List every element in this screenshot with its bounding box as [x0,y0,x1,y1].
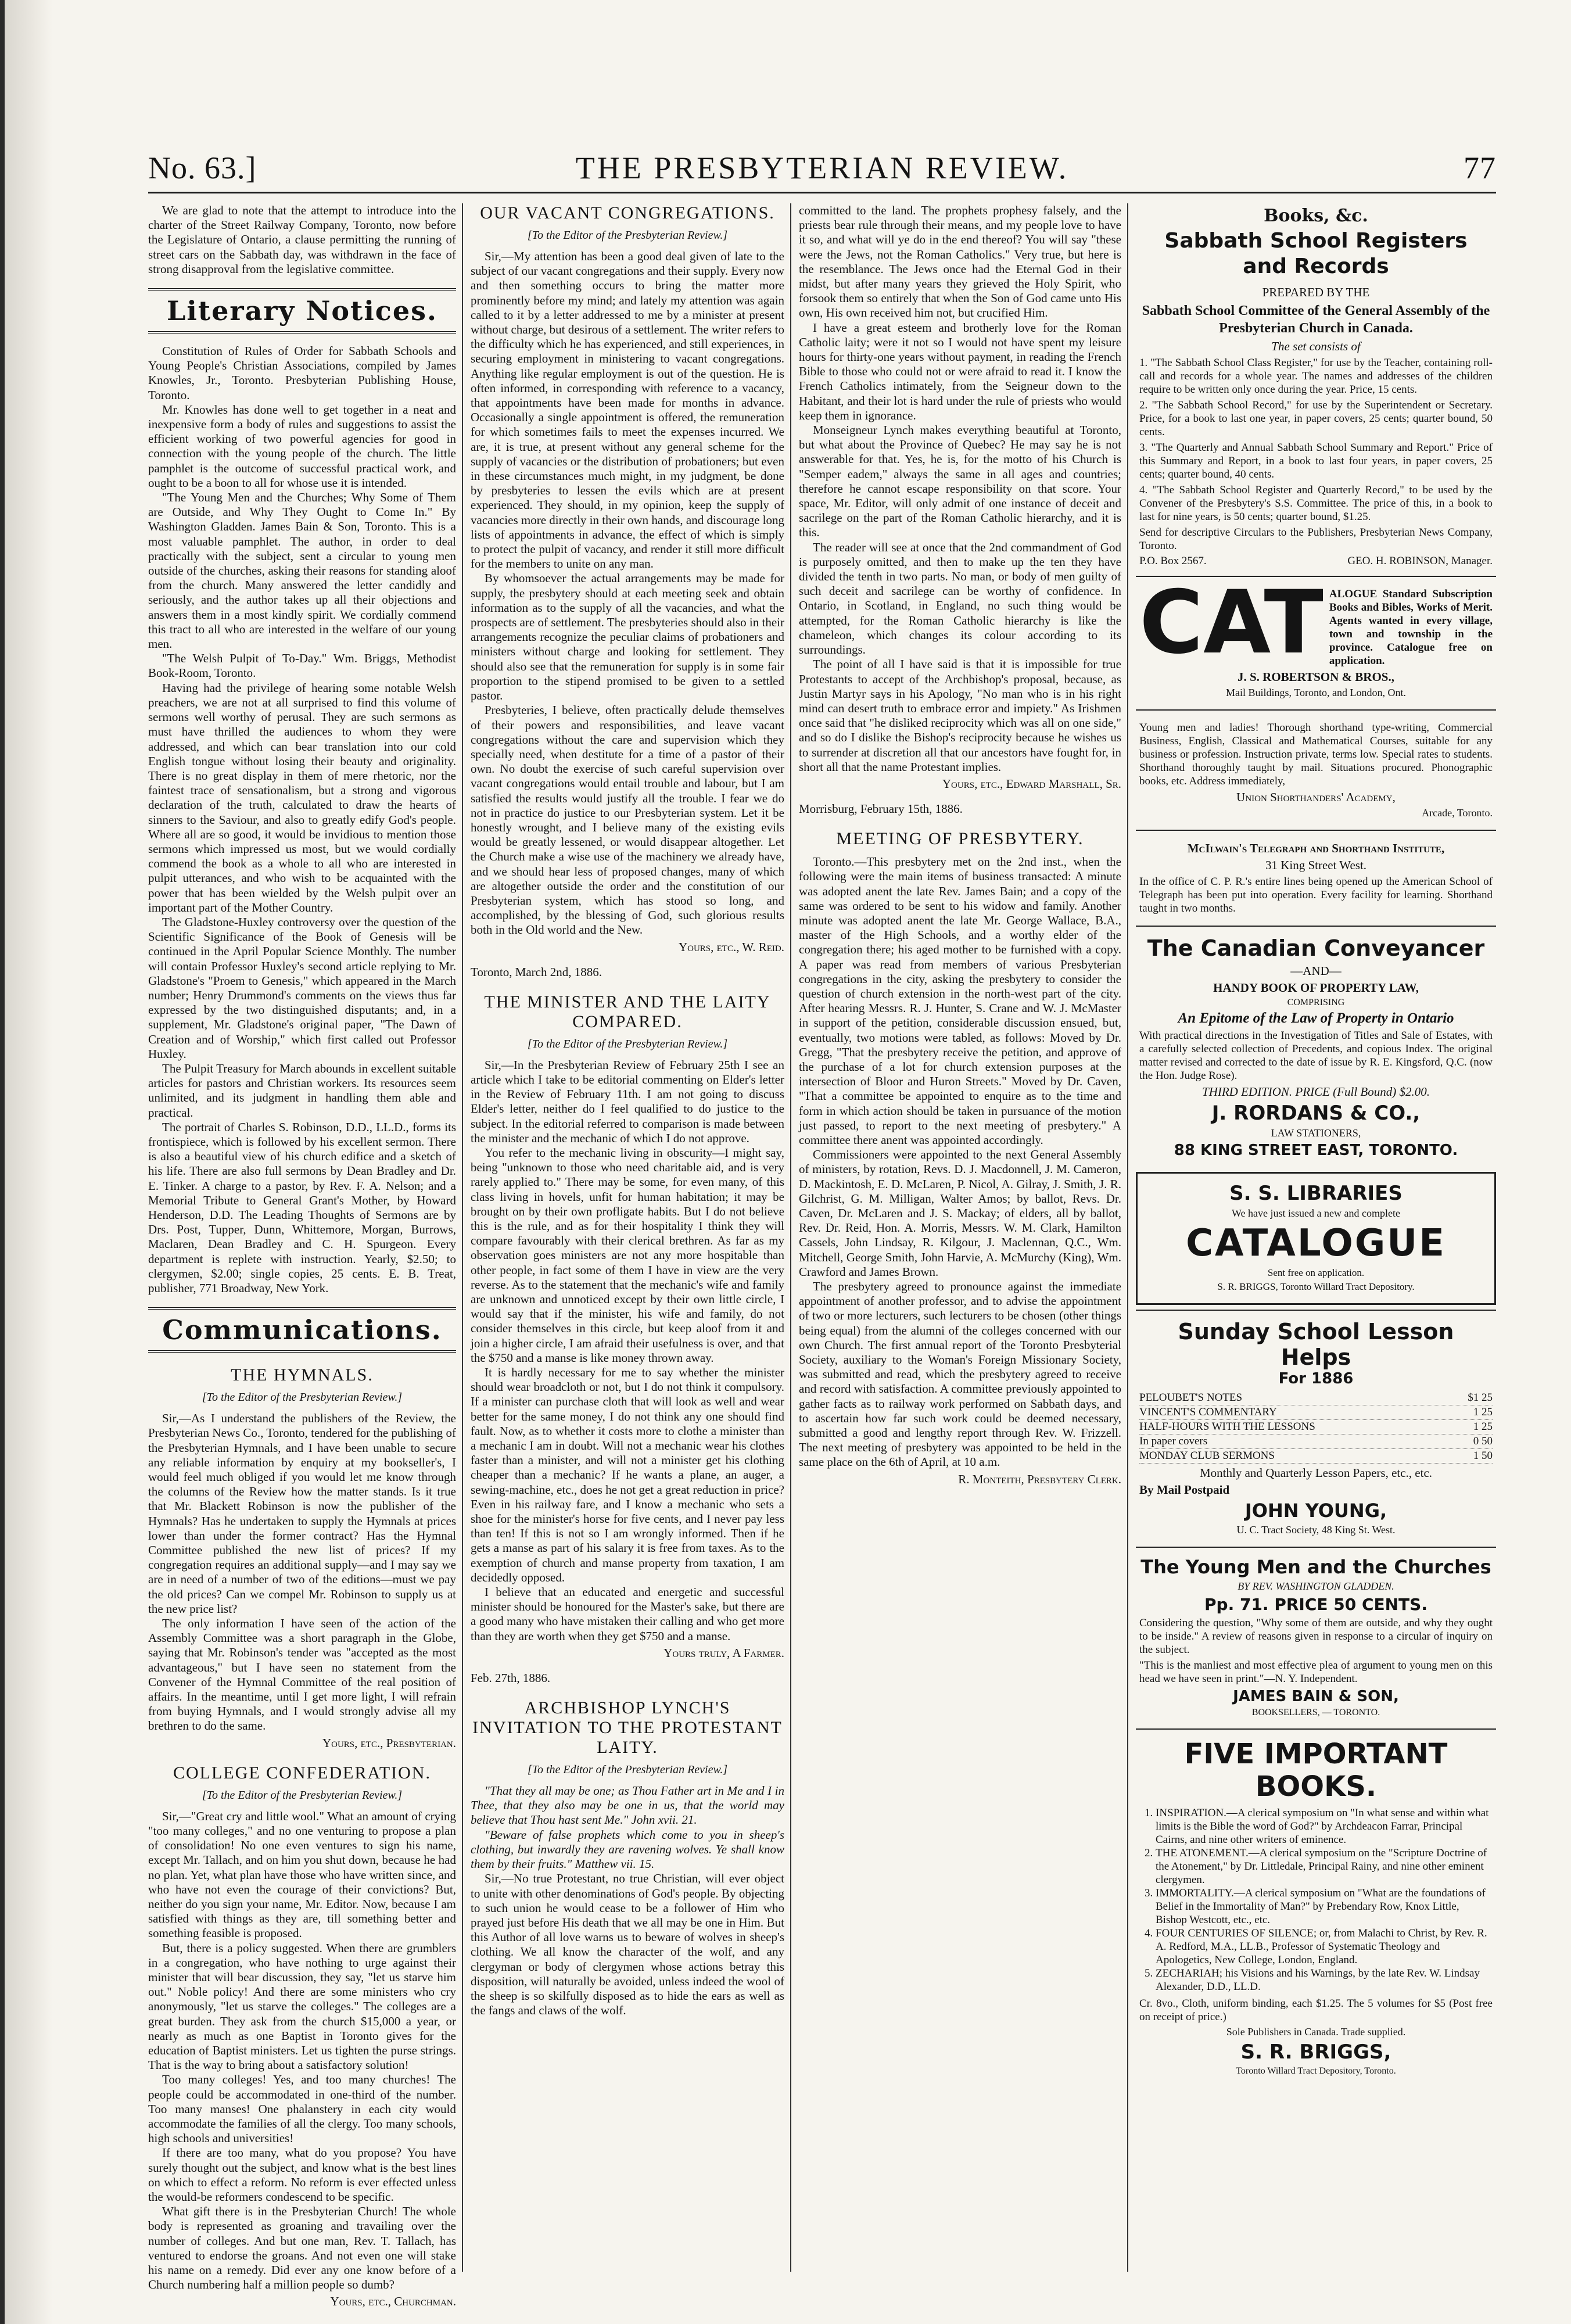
letter-signature: Yours truly, A Farmer. [663,1645,784,1660]
conveyancer-subtitle: HANDY BOOK OF PROPERTY LAW, [1213,981,1419,995]
continued-paragraph: committed to the land. The prophets prophesy falsely, and the priests bear rule through their means, and my people love to have it so, and what will ye do in the end thereof? You will say "these were the Jews, not the Roman Catholics." Very true, but here is the resemblance. The Jews once had the Eternal God in their midst, but after many years they grieved the Holy Spirit, who forsook them so entirely that when the Son of God came unto His own, His own received him not, but crucified Him. [799,203,1121,320]
young-men-title: The Young Men and the Churches [1140,1556,1491,1578]
price-row [1139,1434,1493,1449]
letter-paragraph: By whomsoever the actual arrangements may be made for supply, the presbytery should at each meeting seek and obtain information as to the supply of all the vacancies, and what the prospects are of settlement. The presbyteries should also in their arrangements recognize the peculiar claims of probationers and ministers without charge and looking for settlement. They should also see that the remuneration for supply is in some fair proportion to the stipend promised to be given to a settled pastor. [471,571,784,703]
letter-paragraph: It is hardly necessary for me to say whether the minister should wear broadcloth or not, but I do not think it compulsory. If a minister can purchase cloth that will look as well and wear better for the same money, I do not think any one should find fault. Now, as to whether it costs more to clothe a minister than a mechanic I am in doubt. Will not a mechanic wear his clothes faster than a minister, and will not a minister get his clothing cheaper than a mechanic? If he wants a plane, an auger, a sewing-machine, etc., does he not get a great reduction in price? Even in his railway fare, and I know a mechanic who sets a shoe for the minister's horse for five cents, and I never pay less than ten! If this is not so I am wrongly informed. Then if he gets a manse as part of his salary it is free from taxes. As to the exemption of church and manse property from taxation, I am decidedly opposed. [471,1365,784,1584]
editor-salutation: [To the Editor of the Presbyterian Review.] [202,1788,403,1802]
five-books-agents: Sole Publishers in Canada. Trade supplied. [1226,2026,1406,2038]
price-row [1139,1449,1493,1464]
letter-paragraph: What gift there is in the Presbyterian Church! The whole body is represented as groaning and travailing over the number of colleges. And but one man, Rev. T. Tallach, has ventured to endorse the groans. And not even one will stake his name on a remedy. Did ever any one know before of a Church numbering half a million people so dumb? [148,2204,456,2292]
letter-paragraph: If there are too many, what do you propose? You have surely thought out the subject, and know what is the best lines on which to effect a reform. No reform is ever effected unless the would-be reformers condescend to be specific. [148,2146,456,2204]
newspaper-title: THE PRESBYTERIAN REVIEW. [575,150,1069,185]
letter-paragraph: Sir,—In the Presbyterian Review of February 25th I see an article which I take to be editorial commenting on Elder's letter in the Review of February 11th. I am not going to discuss Elder's letter, neither do I feel qualified to do justice to the subject. In the editorial referred to comparison is made between the minister and the mechanic of which I do not approve. [471,1057,784,1145]
notice-paragraph: Mr. Knowles has done well to get together in a neat and inexpensive form a body of rules and suggestions to assist the efficient working of two powerful agencies for good in connection with the young people of the church. The little pamphlet is the outcome of successful practical work, and ought to be a boon to all for whose use it is intended. [148,402,456,490]
libraries-footer: S. R. BRIGGS, Toronto Willard Tract Depository. [1217,1281,1415,1292]
letter-signature: Yours, etc., Edward Marshall, Sr. [942,776,1121,791]
conveyancer-text: With practical directions in the Investigation of Titles and Sale of Estates, with a carefully selected collection of Precedents, and copious Index. The original matter revised and corrected to the date of issue by R. E. Kingsford, Q.C. (now the Hon. Judge Rose). [1139,1030,1493,1082]
young-men-text: Considering the question, "Why some of them are outside, and why they ought to be inside." A review of reasons given in response to a circular of inquiry on the subject. [1139,1617,1493,1656]
lesson-helps-seller: JOHN YOUNG, [1244,1500,1387,1522]
lesson-helps-year: For 1886 [1278,1370,1354,1387]
five-books-firm: S. R. BRIGGS, [1240,2040,1391,2064]
book-item: 2. THE ATONEMENT.—A clerical symposium on the "Scripture Doctrine of the Atonement," by Dr. Littledale, Principal Rainy, and nine other eminent clergymen. [1156,1846,1493,1887]
column-2 [471,203,784,2272]
telegraph-text: In the office of C. P. R.'s entire lines being opened up the American School of Telegraph has been put into operation. Every facility for learning. Shorthand taught in two months. [1139,876,1493,914]
continued-paragraph: The reader will see at once that the 2nd commandment of God is purposely omitted, and then to make up the ten they have divided the tenth in two parts. No man, or body of men guilty of such deceit and sacrilege can be worthy of confidence. In Ontario, in Scotland, in England, no such thing would be attempted, for the Roman Catholic hierarchy is like the chameleon, which changes its colour according to its surroundings. [799,540,1121,657]
five-books-address: Toronto Willard Tract Depository, Toronto. [1236,2066,1396,2076]
editor-salutation: [To the Editor of the Presbyterian Review.] [527,1037,728,1050]
conveyancer-and: —AND— [1290,964,1342,978]
register-item: 3. "The Quarterly and Annual Sabbath School Summary and Report." Price of this Summary and Report, in a book to last four years, in paper covers, 25 cents; quarter bound, 40 cents. [1139,442,1493,480]
registers-title: Sabbath School Registers and Records [1164,229,1468,278]
letter-paragraph: You refer to the mechanic living in obscurity—I might say, being "unknown to those who need charitable aid, and is very rarely applied to." There may be some, for even many, of this class living in hovels, unfit for human habitation; it may be brought on by their own profligate habits. But I do not believe this is the rule, and as for their hospitality I think they will compare favourably with their clerical brethren. As far as my observation goes ministers are not any more hospitable than other people, in fact some of them I have in view are the very reverse. As to the statement that the mechanic's wife and family are unknown and unnoticed except by their own little circle, I would say that if the minister, his wife and family, do not consider themselves in this circle, but keep aloof from it and join a higher circle, I am afraid their usefulness is over, and that the $750 and a manse is like money thrown away. [471,1145,784,1365]
price-item: HALF-HOURS WITH THE LESSONS [1139,1421,1315,1433]
ad-registers [1136,206,1496,576]
column-4-advertisements [1136,203,1496,2272]
register-item: 1. "The Sabbath School Class Register," for use by the Teacher, containing roll-call and records for a whole year. The names and addresses of the children require to be written only once during the year. Price, 15 cents. [1139,357,1493,396]
libraries-text: We have just issued a new and complete [1232,1207,1400,1219]
letter-paragraph: I believe that an educated and energetic and successful minister should be honoured for the Master's sake, but there are a good many who have mistaken their calling and who get more than they are worth when they get $750 and a manse. [471,1585,784,1643]
letter-paragraph: Sir,—No true Protestant, no true Christian, will ever object to unite with other denominations of God's people. By objecting to such union he would cease to be a follower of Him who prayed just before His death that we all may be one in Him. But this Author of all love warns us to beware of wolves in sheep's clothing. We all know the character of the wolf, and any clergyman or body of clergymen whose actions betray this disposition, will naturally be avoided, unless indeed the wool of the sheep is so skilfully disposed as to hide the ears as well as the fangs and claws of the wolf. [471,1871,784,2018]
column-rule [462,203,463,2272]
conveyancer-comprising: COMPRISING [1287,998,1345,1007]
book-item: 5. ZECHARIAH; his Visions and his Warnings, by the late Rev. W. Lindsay Alexander, D.D., LL.D. [1156,1967,1493,1993]
letter-place-date: Toronto, March 2nd, 1886. [471,964,602,979]
young-men-role: BOOKSELLERS, — TORONTO. [1251,1708,1380,1717]
conveyancer-epitome: An Epitome of the Law of Property in Ontario [1178,1010,1454,1026]
minister-laity-title: THE MINISTER AND THE LAITY COMPARED. [484,992,771,1031]
register-item: 4. "The Sabbath School Register and Quarterly Record," to be used by the Convener of the Presbytery's S.S. Committee. The price of this, in a book to last for nine years, is 50 cents; quarter bound, $1.25. [1139,484,1493,523]
five-books-price: Cr. 8vo., Cloth, uniform binding, each $1.25. The 5 volumes for $5 (Post free on receipt of price.) [1139,1997,1493,2023]
presbytery-paragraph: Commissioners were appointed to the next General Assembly of ministers, by rotation, Revs. D. J. Macdonnell, J. M. Cameron, D. Mackintosh, E. D. McLaren, P. Nicol, A. Gilray, J. Smith, J. R. Gilchrist, G. M. Milligan, Walter Amos; by ballot, Revs. Dr. Caven, Dr. McLaren and J. S. Mackay; of elders, all by ballot, Rev. Dr. Reid, Hon. A. Morris, Messrs. W. M. Clark, Hamilton Cassels, John Lindsay, R. Kilgour, J. Maclennan, Q.C., Wm. Mitchell, George Smith, John Harvie, A. McMurchy (King), Wm. Crawford and James Brown. [799,1147,1121,1279]
price-row [1139,1420,1493,1434]
street-railway-note: We are glad to note that the attempt to introduce into the charter of the Street Railway Company, Toronto, now before the Legislature of Ontario, a clause permitting the running of street cars on the Sabbath day, was withdrawn in the face of strong disapproval from the legislative committee. [148,203,456,276]
five-books-list [1139,1806,1493,1993]
catalogue-address: Mail Buildings, Toronto, and London, Ont. [1226,687,1406,698]
letter-paragraph: Sir,—My attention has been a good deal given of late to the subject of our vacant congregations and their supply. Every now and then something occurs to bring the matter more prominently before my mind; and lately my attention was again called to it by a letter addressed to me by a minister at present without charge, but desirous of a settlement. The writer refers to the difficulty which he has experienced, and still experiences, in securing employment in ministering to vacant congregations. Anything like regular employment is out of the question. He is often informed, in corresponding with reference to a vacancy, that appointments have been made for months in advance. Occasionally a single appointment is offered, the remuneration for which sometimes fails to meet the expenses incurred. We are, it is true, at present without any general scheme for the supply of vacancies or the distribution of probationers; but even in these circumstances much might, in my judgment, be done by presbyteries to lessen the evils which are at present experienced. They should, in my opinion, keep the supply of vacancies more directly in their own hands, and discourage long lists of appointments in advance, the effect of which is simply to protect the pulpit of vacancy, and render it still more difficult for the members to unite on any man. [471,249,784,571]
libraries-free: Sent free on application. [1267,1267,1365,1278]
price-value: 0 50 [1473,1435,1493,1447]
shorthand-address: Arcade, Toronto. [1422,807,1493,819]
notice-paragraph: The Pulpit Treasury for March abounds in excellent suitable articles for pastors and Christian workers. Its resources seem unlimited, and its judgment in handling them able and practical. [148,1061,456,1120]
shorthand-text: Young men and ladies! Thorough shorthand type-writing, Commercial Business, English, Classical and Mathematical Courses, suitable for any business or profession. Instruction private, terms low. Special rates to students. Shorthand thoroughly taught by mail. Situations procured. Phonographic books, etc. Address immediately, [1139,722,1493,787]
libraries-catalogue: CATALOGUE [1186,1222,1446,1265]
catalogue-firm: J. S. ROBERTSON & BROS., [1238,670,1394,684]
book-item: 1. INSPIRATION.—A clerical symposium on "In what sense and within what limits is the Bible the word of God?" by Archdeacon Farrar, Principal Cairns, and nine other writers of eminence. [1156,1806,1493,1846]
lesson-helps-title: Sunday School Lesson Helps [1178,1319,1454,1370]
young-men-price: Pp. 71. PRICE 50 CENTS. [1204,1595,1427,1614]
communications-heading: Communications. [148,1307,456,1353]
continued-paragraph: Monseigneur Lynch makes everything beautiful at Toronto, but what about the Province of Quebec? He may say he is not answerable for that. Yes, he is, for the motto of his Church is "Semper eadem," always the same in all ages and countries; therefore he cannot escape responsibility on that score. Your space, Mr. Editor, will only admit of one instance of deceit and sacrilege on the part of the Roman Catholic hierarchy, and it is this. [799,423,1121,540]
letter-signature: Yours, etc., Presbyterian. [322,1735,456,1750]
books-heading: Books, &c. [1264,206,1368,226]
price-item: In paper covers [1139,1435,1208,1447]
letter-paragraph: Too many colleges! Yes, and too many churches! The people could be accommodated in one-third of the number. Too many manses! One phalanstery in each city would accommodate the families of all the clergy. Too many schools, high schools and universities! [148,2072,456,2146]
price-value: $1 25 [1468,1391,1493,1404]
continued-paragraph: I have a great esteem and brotherly love for the Roman Catholic laity; were it not so I would not have spent my leisure hours for thirty-one years without payment, in reading the French Bible to those who could not or were afraid to read it. I know the French Catholics intimately, from the Seigneur down to the Habitant, and their lot is hard under the rule of priests who would keep them in ignorance. [799,320,1121,422]
price-item: VINCENT'S COMMENTARY [1139,1406,1277,1418]
catalogue-text: ALOGUE Standard Subscription Books and Bibles, Works of Merit. Agents wanted in every village, town and township in the province. Catalogue free on application. [1329,588,1493,667]
presbytery-paragraph: The presbytery agreed to pronounce against the immediate appointment of another professor, and to advise the appointment of two or more lecturers, such lecturers to be chosen (other things being equal) from the alumni of the colleges concerned with our own Church. The first annual report of the Toronto Presbyterial Society, auxiliary to the Woman's Foreign Missionary Society, was submitted and read, which the presbytery agreed to receive and record with satisfaction. A committee previously appointed to gather facts as to railway work performed on Sabbath days, and to ascertain how far such work could be deemed necessary, submitted a good and lengthy report through Rev. W. Frizzell. The next meeting of presbytery was appointed to be held in the same place on the 6th of April, at 10 a.m. [799,1279,1121,1469]
conveyancer-role: LAW STATIONERS, [1271,1127,1361,1139]
ad-conveyancer [1136,926,1496,1167]
letter-signature: Yours, etc., W. Reid. [678,939,784,954]
ad-young-men [1136,1547,1496,1728]
conveyancer-edition: THIRD EDITION. PRICE (Full Bound) $2.00. [1202,1085,1430,1099]
young-men-quote: "This is the manliest and most effective plea of argument to young men on this head we have seen in print."—N. Y. Independent. [1139,1659,1493,1685]
price-item: PELOUBET'S NOTES [1139,1391,1243,1404]
manager-name: GEO. H. ROBINSON, Manager. [1347,555,1493,567]
conveyancer-title: The Canadian Conveyancer [1147,935,1485,961]
letter-paragraph: Sir,—"Great cry and little wool." What an amount of crying "too many colleges," and no one venturing to propose a plan of consolidation! No one even ventures to sign his name, except Mr. Tallach, and on him you shut down, because he had no plan. Yet, what plan have those who have written since, and who have not even the courage of their convictions? But, neither do you sign your name, Mr. Editor. Now, because I am satisfied with things as they are, till something better and something feasible is proposed. [148,1809,456,1941]
notice-paragraph: Having had the privilege of hearing some notable Welsh preachers, we are not at all surprised to find this volume of sermons well worthy of perusal. They are such sermons as must have thrilled the audiences to whom they were addressed, and which can bear translation into our cold English tongue without losing their beauty and originality. There is no great display in them of mere rhetoric, nor the faintest trace of sensationalism, but a strong and vigorous declaration of the truth, calculated to draw the hearts of sinners to the Saviour, and also to greatly edify God's people. Where all are so good, it would be invidious to mention those sermons which impressed us most, but we would cordially commend the book as a whole to all who are interested in pulpit utterances, and who wish to be acquainted with the power that has been wielded by the Welsh pulpit over an important part of the Mother Country. [148,680,456,914]
price-value: 1 25 [1473,1406,1493,1418]
college-confederation-title: COLLEGE CONFEDERATION. [173,1763,431,1783]
telegraph-title: McIlwain's Telegraph and Shorthand Institute, [1187,841,1445,855]
shorthand-academy: Union Shorthanders' Academy, [1236,790,1396,804]
ad-libraries [1136,1172,1496,1305]
column-rule [790,203,791,2272]
registers-set: The set consists of [1271,339,1361,353]
conveyancer-firm: J. RORDANS & CO., [1211,1102,1421,1125]
notice-paragraph: The portrait of Charles S. Robinson, D.D., LL.D., forms its frontispiece, which is followed by his excellent sermon. There is also a beautiful view of his church edifice and a sketch of his life. There are also full sermons by Dean Bradley and Dr. E. Tinker. A charge to a pastor, by Rev. F. A. Nelson; and a Memorial Tribute to General Grant's Mother, by Howard Henderson, D.D. The Leading Thoughts of Sermons are by Drs. Post, Tupper, Dunn, Whittemore, Morgan, Burrows, Maclaren, Dean Bradley and C. H. Spurgeon. Every department is replete with instruction. Yearly, $2.50; to clergymen, $2.00; single copies, 25 cents. E. B. Treat, publisher, 771 Broadway, New York. [148,1120,456,1296]
letter-paragraph: Presbyteries, I believe, often practically delude themselves of their powers and responsibilities, and leave vacant congregations without the care and supervision which they specially need, when destitute for a time of a pastor of their own. No doubt the exercise of such careful supervision over vacant congregations would entail trouble and labour, but I am satisfied the results would justify all the trouble. I fear we do not in practice do justice to our Presbyterian system. Let it be honestly wrought, and I believe many of the existing evils would be greatly lessened, or would disappear altogether. Let the Church make a wise use of the machinery we already have, and we should hear less of proposed changes, many of which are altogether outside the order and the constitution of our Presbyterian system, which has stood so long, and accomplished, by the blessing of God, such glorious results both in the Old world and the New. [471,703,784,937]
newspaper-page [148,145,1496,2309]
ad-lesson-helps [1136,1310,1496,1547]
presbytery-clerk-signature: R. Monteith, Presbytery Clerk. [958,1472,1121,1486]
registers-note: Send for descriptive Circulars to the Publishers, Presbyterian News Company, Toronto. [1139,526,1493,552]
lesson-helps-monthly: Monthly and Quarterly Lesson Papers, etc., etc. [1199,1466,1433,1480]
editor-salutation: [To the Editor of the Presbyterian Review.] [527,229,728,242]
notice-paragraph: The Gladstone-Huxley controversy over the question of the Scientific Significance of the Book of Genesis will be continued in the April Popular Science Monthly. The number will contain Professor Huxley's second article replying to Mr. Gladstone's "Proem to Genesis," which appeared in the March number; Henry Drummond's comments on the views thus far expressed by the two distinguished disputants; and, in a supplement, Mr. Gladstone's original paper, "The Dawn of Creation and of Worship," which first called out Professor Huxley. [148,914,456,1061]
ad-shorthand [1136,709,1496,830]
column-1 [148,203,456,2309]
lesson-helps-address: U. C. Tract Society, 48 King St. West. [1236,1524,1396,1536]
young-men-firm: JAMES BAIN & SON, [1233,1688,1399,1705]
page-number: 77 [1464,150,1496,185]
price-row [1139,1405,1493,1420]
editor-salutation: [To the Editor of the Presbyterian Review.] [527,1763,728,1777]
masthead [148,145,1496,193]
epigraph: "That they all may be one; as Thou Father art in Me and I in Thee, that they also may be one in us, that the world may believe that Thou hast sent Me." John xvii. 21. [471,1784,784,1827]
notice-paragraph: Constitution of Rules of Order for Sabbath Schools and Young People's Christian Associations, compiled by James Knowles, Jr., Toronto. Presbyterian Publishing House, Toronto. [148,344,456,402]
price-value: 1 50 [1473,1450,1493,1462]
book-item: 4. FOUR CENTURIES OF SILENCE; or, from Malachi to Christ, by Rev. R. A. Redford, M.A., LL.B., Professor of Systematic Theology and Apologetics, New College, London, England. [1156,1927,1493,1967]
column-3 [799,203,1121,2272]
telegraph-address: 31 King Street West. [1265,858,1367,872]
hymnals-title: THE HYMNALS. [231,1365,374,1385]
archbishop-lynch-title: ARCHBISHOP LYNCH'S INVITATION TO THE PROTESTANT LAITY. [472,1698,783,1758]
book-item: 3. IMMORTALITY.—A clerical symposium on "What are the foundations of Belief in the Immortality of Man?" by Prebendary Row, Knox Little, Bishop Westcott, etc., etc. [1156,1887,1493,1927]
literary-notices-heading: Literary Notices. [148,288,456,333]
continued-paragraph: The point of all I have said is that it is impossible for true Protestants to accept of the Archbishop's proposal, because, as Justin Martyr says in his Apology, "No man who is in his right mind can desert truth to embrace error and impiety." As Irishmen once said that "he disliked reciprocity which was all on one side," and so do I dislike the Bishop's reciprocity because he wishes us to surrender at discretion all that our ancestors have fought for, in short all that the name Protestant implies. [799,657,1121,774]
notice-paragraph: "The Young Men and the Churches; Why Some of Them are Outside, and Why They Ought to Come In." By Washington Gladden. James Bain & Son, Toronto. This is a most valuable pamphlet. The author, in order to deal practically with the subject, sent a circular to young men outside of the churches, asking their reasons for standing aloof from the church. Many answered the letter candidly and seriously, and the author takes up all their objections and answers them in a most kindly spirit. We cordially commend this tract to all who are interested in the welfare of our young men. [148,490,456,651]
vacant-congregations-title: OUR VACANT CONGREGATIONS. [480,203,775,223]
ad-catalogue [1136,572,1496,709]
letter-paragraph: Sir,—As I understand the publishers of the Review, the Presbyterian News Co., Toronto, tendered for the publishing of the Presbyterian Hymnals, and I have been unable to secure any reliable information by enquiry at my bookseller's, I would feel much obliged if you would let me know through the columns of the Review how the matter stands. Is it true that Mr. Blackett Robinson is now the publisher of the Hymnals? Has he undertaken to supply the Hymnals at prices lower than under the former contract? Has the Hymnal Committee published the new list of prices? If my congregation requires an additional supply—and I may say we are in need of a number of two of the editions—must we pay the old prices? Can we compel Mr. Robinson to supply us at the new price list? [148,1411,456,1616]
letter-paragraph: The only information I have seen of the action of the Assembly Committee was a short paragraph in the Globe, saying that Mr. Robinson's tender was "accepted as the most advantageous," but I have seen no statement from the Convener of the Hymnal Committee of the real position of affairs. In the meantime, until I get more light, I will refrain from buying Hymnals, and I would strongly advise all my brethren to do the same. [148,1616,456,1733]
price-row [1139,1391,1493,1405]
epigraph: "Beware of false prophets which come to you in sheep's clothing, but inwardly they are ravening wolves. Ye shall know them by their fruits." Matthew vii. 15. [471,1827,784,1871]
libraries-title: S. S. LIBRARIES [1229,1182,1403,1205]
five-books-title: FIVE IMPORTANT BOOKS. [1184,1738,1448,1803]
ad-telegraph [1136,830,1496,926]
editor-salutation: [To the Editor of the Presbyterian Review.] [202,1391,403,1404]
meeting-of-presbytery-title: MEETING OF PRESBYTERY. [836,829,1084,849]
book-binding-edge [0,0,52,2324]
registers-contact [1139,555,1493,568]
presbytery-paragraph: Toronto.—This presbytery met on the 2nd inst., when the following were the main items of business transacted: A minute was adopted anent the late Rev. James Bain; and a copy of the same was ordered to be sent to his widow and family. Another minute was adopted anent the late Mr. George Wallace, B.A., master of the High Schools, and a worthy elder of the congregation there; his aged mother to be furnished with a copy. A paper was read from members of various Presbyterian congregations in the city, asking the presbytery to consider the question of church extension in the north-west part of the city. After hearing Messrs. R. J. Hunter, S. Crane and W. J. McMaster in support of the petition, considerable discussion ensued, but, eventually, two motions were tabled, as follows: Moved by Dr. Gregg, "That the presbytery receive the petition, and approve of the purchase of a lot for church extension purposes at the intersection of Bloor and Huron Streets." Moved by Dr. Caven, "That a committee be appointed to enquire as to the time and form in which action should be taken in pursuance of the motion just passed, to report to the next meeting of presbytery." A committee there anent was appointed accordingly. [799,855,1121,1147]
price-value: 1 25 [1473,1421,1493,1433]
notice-paragraph: "The Welsh Pulpit of To-Day." Wm. Briggs, Methodist Book-Room, Toronto. [148,651,456,680]
letter-place-date: Morrisburg, February 15th, 1886. [799,801,963,816]
young-men-author: BY REV. WASHINGTON GLADDEN. [1238,1580,1394,1592]
catalogue-initials: CAT [1139,572,1323,673]
column-rule [1127,203,1128,2272]
letter-signature: Yours, etc., Churchman. [330,2294,456,2309]
po-box: P.O. Box 2567. [1139,555,1207,567]
letter-place-date: Feb. 27th, 1886. [471,1670,551,1685]
letter-paragraph: But, there is a policy suggested. When there are grumblers in a congregation, who have nothing to urge against their minister that will bear discussion, they say, "let us starve him out." Noble policy! And there are some ministers who cry anonymously, "let us starve the colleges." The colleges are a great burden. They ask from the church $15,000 a year, or nearly as much as one Baptist in Toronto gives for the education of Baptist ministers. Let us tighten the purse strings. That is the way to bring about a satisfactory solution! [148,1941,456,2072]
issue-number: No. 63.] [148,150,257,185]
registers-prepared: PREPARED BY THE [1262,285,1370,299]
ad-five-books [1136,1728,1496,2087]
price-item: MONDAY CLUB SERMONS [1139,1450,1275,1462]
conveyancer-address: 88 KING STREET EAST, TORONTO. [1174,1142,1458,1159]
registers-committee: Sabbath School Committee of the General Assembly of the Presbyterian Church in Canada. [1142,303,1490,336]
register-item: 2. "The Sabbath School Record," for use by the Superintendent or Secretary. Price, for a book to last one year, in paper covers, 25 cents; quarter bound, 50 cents. [1139,399,1493,438]
lesson-helps-postpaid: By Mail Postpaid [1139,1483,1230,1497]
